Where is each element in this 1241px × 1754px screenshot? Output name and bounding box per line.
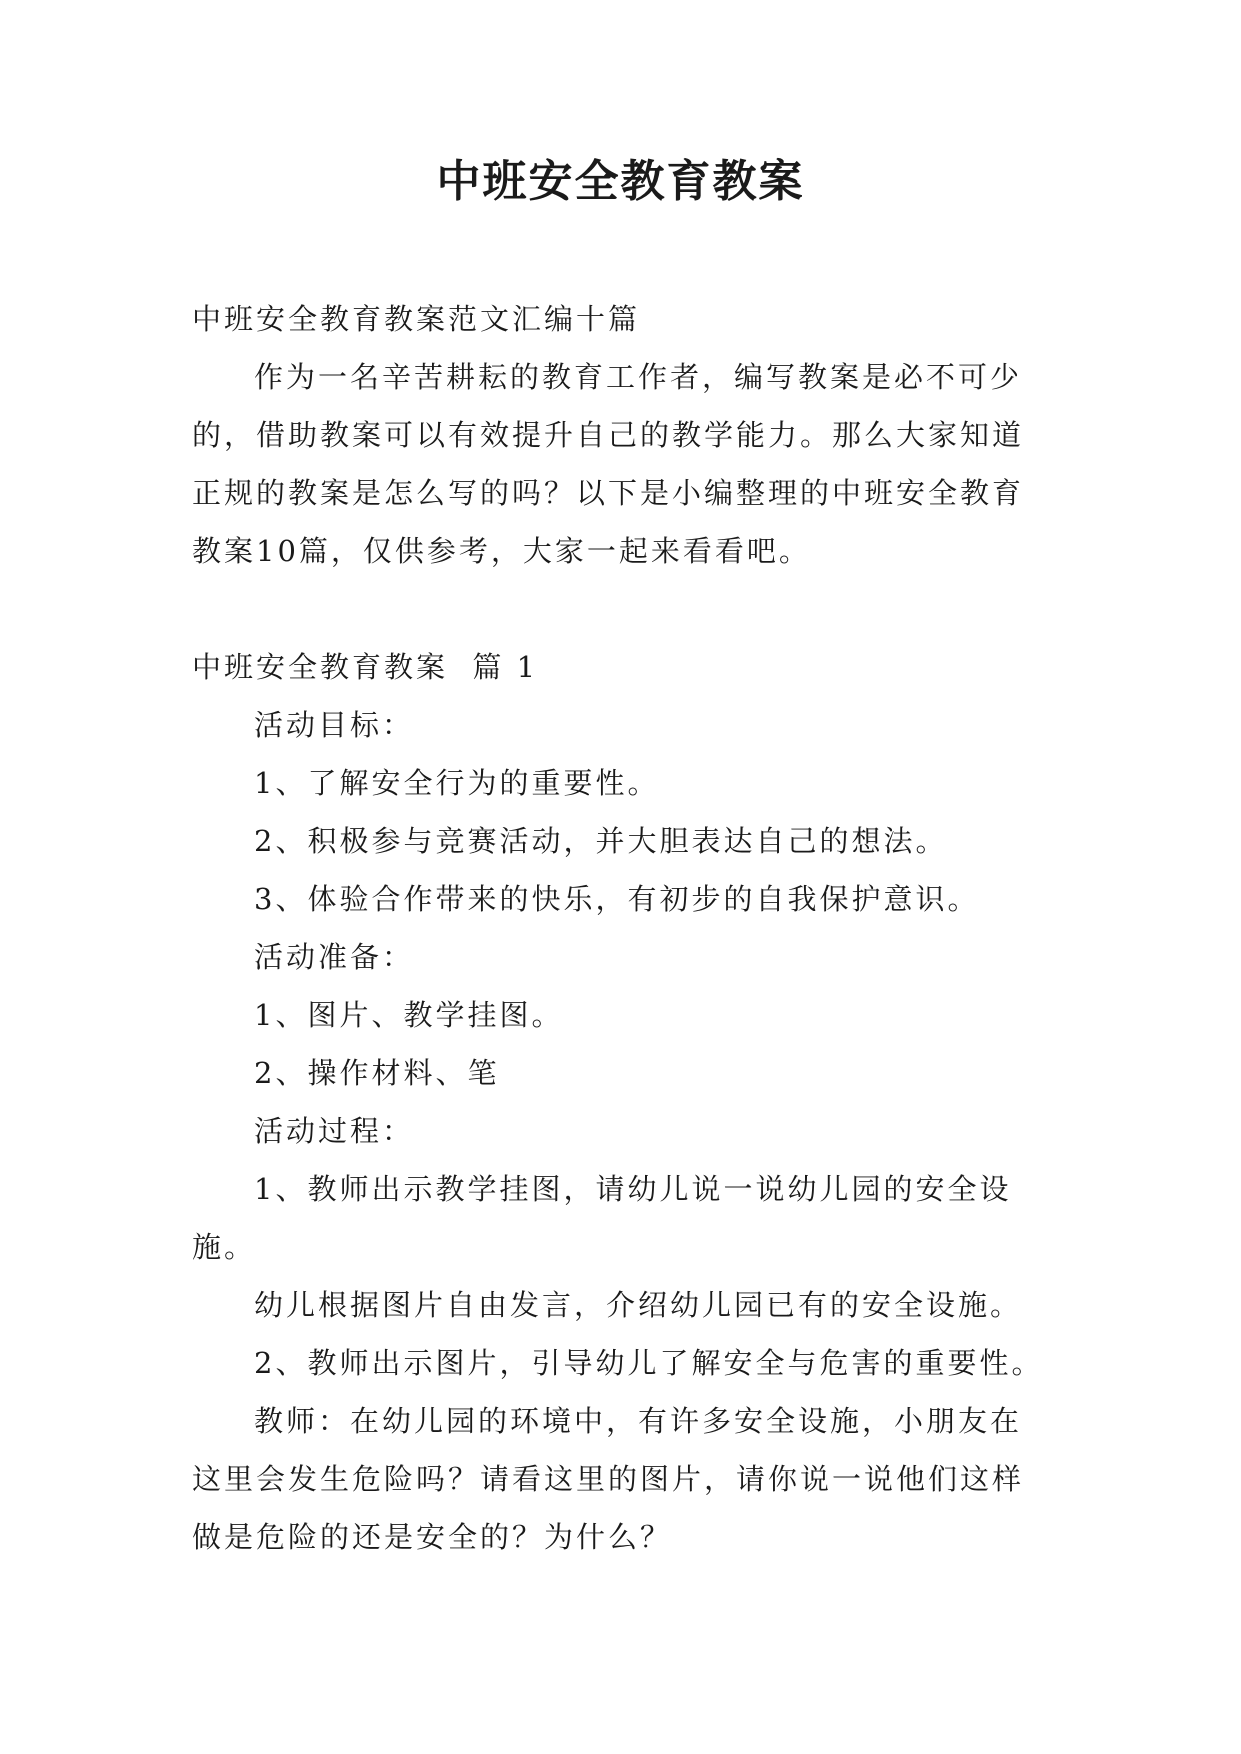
document-subtitle: 中班安全教育教案范文汇编十篇: [192, 302, 641, 336]
objectives-heading: 活动目标：: [254, 708, 415, 742]
process-step: 幼儿根据图片自由发言，介绍幼儿园已有的安全设施。: [254, 1288, 1023, 1322]
section-heading: 中班安全教育教案 篇 1: [192, 650, 539, 684]
preparation-item: 2、操作材料、笔: [254, 1056, 500, 1090]
process-step: 教师：在幼儿园的环境中，有许多安全设施，小朋友在这里会发生危险吗？请看这里的图片，请你说一说他们这样做是危险的还是安全的？为什么？: [192, 1404, 1025, 1554]
process-step: 2、教师出示图片，引导幼儿了解安全与危害的重要性。: [254, 1346, 1044, 1380]
objective-item: 2、积极参与竞赛活动，并大胆表达自己的想法。: [254, 824, 948, 858]
process-heading: 活动过程：: [254, 1114, 415, 1148]
preparation-heading: 活动准备：: [254, 940, 415, 974]
page-title: 中班安全教育教案: [436, 156, 805, 207]
process-step: 1、教师出示教学挂图，请幼儿说一说幼儿园的安全设施。: [192, 1172, 1012, 1264]
document-body: [192, 290, 1052, 1566]
objective-item: 1、了解安全行为的重要性。: [254, 766, 660, 800]
intro-paragraph: 作为一名辛苦耕耘的教育工作者，编写教案是必不可少的，借助教案可以有效提升自己的教学能力。那么大家知道正规的教案是怎么写的吗？以下是小编整理的中班安全教育教案10篇，仅供参考，大家一起来看看吧。: [192, 360, 1025, 568]
preparation-item: 1、图片、教学挂图。: [254, 998, 564, 1032]
objective-item: 3、体验合作带来的快乐，有初步的自我保护意识。: [254, 882, 980, 916]
spacer: [192, 580, 1052, 638]
